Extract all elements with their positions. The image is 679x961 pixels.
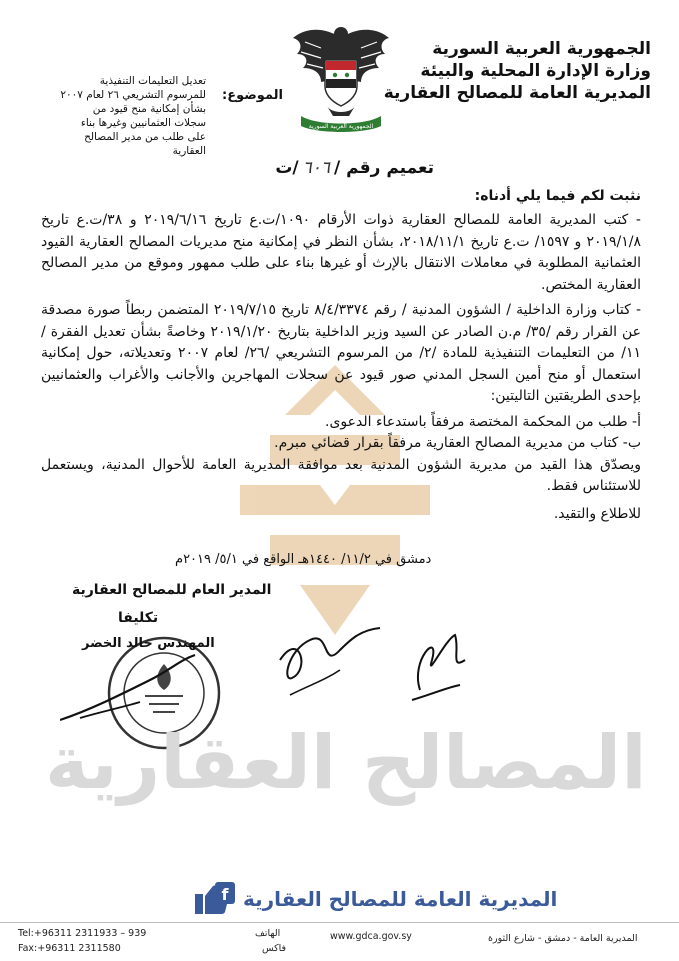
header-ministry: وزارة الإدارة المحلية والبيئة <box>420 61 651 81</box>
circular-handwritten-number: ٦٠٦ <box>302 158 331 178</box>
footer-fax: Fax:+96311 2311580 <box>18 943 121 954</box>
emblem-motto: الجمهورية العربية السورية <box>308 123 374 130</box>
option-b: ب- كتاب من مديرية المصالح العقارية مرفقاً بقرار قضائي مبرم. <box>274 435 641 451</box>
circular-prefix: تعميم رقم / <box>334 158 434 178</box>
signatory-name: المهندس خالد الخضر <box>82 636 215 651</box>
footer-brand-name: المديرية العامة للمصالح العقارية <box>243 887 558 911</box>
svg-text:f: f <box>221 885 229 904</box>
header-directorate: المديرية العامة للمصالح العقارية <box>383 83 651 103</box>
closing-line: للاطلاع والتقيد. <box>553 505 641 522</box>
footer-fax-label: فاكس <box>262 943 287 954</box>
header-country: الجمهورية العربية السورية <box>432 39 651 59</box>
watermark-text: المصالح العقارية <box>45 720 647 806</box>
option-a: أ- طلب من المحكمة المختصة مرفقاً باستدعاء الدعوى. <box>325 413 641 430</box>
facebook-like-icon <box>195 882 235 916</box>
circular-suffix: /ت <box>275 158 299 178</box>
intro-line: نثبت لكم فيما يلي أدناه: <box>474 188 641 204</box>
eagle-emblem-icon <box>287 18 395 136</box>
footer-phone-label: الهاتف <box>255 928 281 939</box>
footer-contacts <box>0 922 679 961</box>
document-body <box>41 210 641 529</box>
subject-label: الموضوع: <box>222 88 283 103</box>
footer-website[interactable]: www.gdca.gov.sy <box>330 931 412 942</box>
subject-text: تعديل التعليمات التنفيذية للمرسوم التشريعي ٢٦ لعام ٢٠٠٧ بشأن إمكانية منح قيود من سجلات العثمانيين وغيرها بناء على طلب من مدير المصالح العقارية <box>60 75 206 157</box>
paragraph-references: - كتب المديرية العامة للمصالح العقارية ذوات الأرقام ١٠٩٠/ت.ع تاريخ ٢٠١٩/٦/١٦ و ٣٨/ت.ع تاريخ ٢٠١٩/١/٨ و ١٥٩٧/ ت.ع تاريخ ٢٠١٨/١١/١، بشأن النظر في إمكانية منح مديريات المصالح العقارية القيود العثمانية المطلوبة في معاملات الانتقال بالإرث أو غيرها بناء على طلب ممهور وموقع من مدير المصالح العقارية المختص. <box>41 212 641 293</box>
signatory-acting: تكليفا <box>118 610 159 626</box>
circular-number <box>275 158 434 178</box>
date-line: دمشق في ١١/٢/ ١٤٤٠هـ الواقع في ٥/١/ ٢٠١٩م <box>175 552 432 567</box>
footer-tel: Tel:+96311 2311933 – 939 <box>18 928 147 939</box>
signatory-title: المدير العام للمصالح العقارية <box>72 582 272 598</box>
paragraph-certification: ويصدّق هذا القيد من مديرية الشؤون المدنية بعد موافقة المديرية العامة للأحوال المدنية، ويستعمل للاستئناس فقط. <box>41 456 641 494</box>
ministry-header <box>383 38 651 104</box>
footer-brand <box>195 882 557 916</box>
paragraph-ministry-letter: - كتاب وزارة الداخلية / الشؤون المدنية / رقم ٨/٤/٣٣٧٤ تاريخ ٢٠١٩/٧/١٥ المتضمن ربطاً صورة مصدقة عن القرار رقم /٣٥/ م.ن الصادر عن السيد وزير الداخلية بتاريخ ٢٠١٩/١/٢٠ وخاصةً بشأن تعديل الفقرة /١١/ من التعليمات التنفيذية للمادة /٢/ من المرسوم التشريعي /٢٦/ لعام ٢٠٠٧ وتعديلاته، حول إمكانية استعمال أو منح أمين السجل المدني صور قيود عن سجلات المهاجرين والأجانب والأغراب والعثمانيين بإحدى الطريقتين التاليتين: <box>41 302 641 404</box>
footer-address: المديرية العامة - دمشق - شارع الثورة <box>488 933 638 944</box>
